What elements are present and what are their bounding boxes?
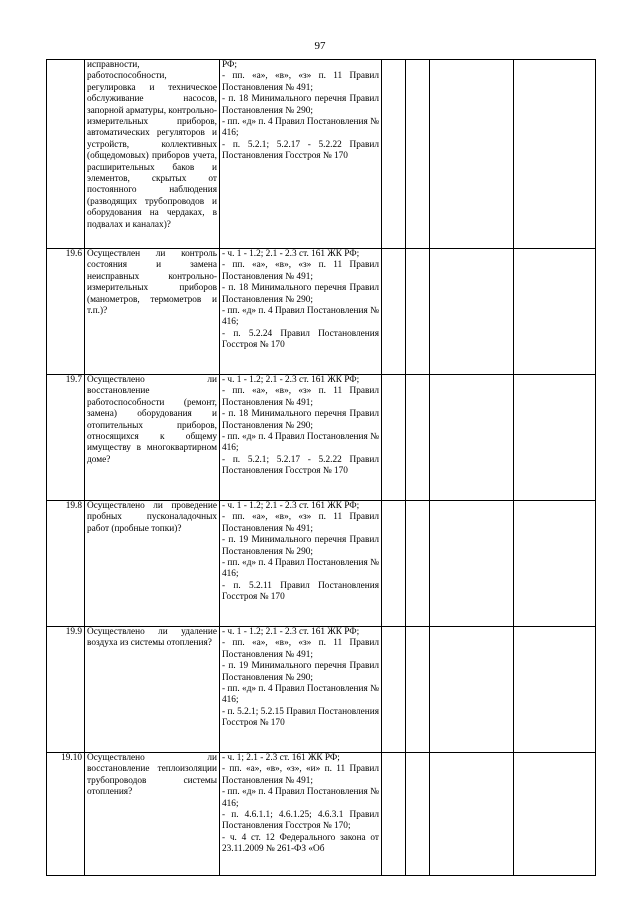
reference-line: - п. 5.2.1; 5.2.17 - 5.2.22 Правил Постановления Госстроя № 170 xyxy=(222,454,379,477)
reference-line: - пп. «д» п. 4 Правил Постановления № 416; xyxy=(222,558,379,580)
reference-line: - п. 19 Минимального перечня Правил Постановления № 290; xyxy=(222,661,379,683)
legal-references xyxy=(220,60,382,249)
not-applicable-cell xyxy=(430,627,514,753)
reference-line: - пп. «д» п. 4 Правил Постановления № 416; xyxy=(222,684,379,706)
reference-line: - п. 19 Минимального перечня Правил Постановления № 290; xyxy=(222,535,379,557)
question-text: Осуществлено ли проведение пробных пусконаладочных работ (пробные топки)? xyxy=(85,501,220,627)
notes-cell xyxy=(514,627,596,753)
table-row xyxy=(47,753,596,876)
reference-line: - ч. 1; 2.1 - 2.3 ст. 161 ЖК РФ; xyxy=(222,753,340,763)
answer-no-cell xyxy=(406,249,430,375)
question-text: Осуществлено ли восстановление работоспособности (ремонт, замена) оборудования и отопительных приборов, относящихся к общему имуществу в многоквартирном доме? xyxy=(85,375,220,501)
answer-no-cell xyxy=(406,753,430,876)
item-number xyxy=(47,60,85,249)
notes-cell xyxy=(514,249,596,375)
reference-line: - п. 5.2.1; 5.2.15 Правил Постановления Госстроя № 170 xyxy=(222,706,379,729)
answer-yes-cell xyxy=(382,375,406,501)
answer-yes-cell xyxy=(382,753,406,876)
reference-line: - п. 5.2.11 Правил Постановления Госстроя № 170 xyxy=(222,580,379,603)
answer-yes-cell xyxy=(382,60,406,249)
reference-line: - п. 18 Минимального перечня Правил Постановления № 290; xyxy=(222,283,379,305)
not-applicable-cell xyxy=(430,249,514,375)
reference-line: - пп. «а», «в», «з» п. 11 Правил Постановления № 491; xyxy=(222,71,379,93)
answer-yes-cell xyxy=(382,249,406,375)
question-text: исправности, работоспособности, регулировка и техническое обслуживание насосов, запорной арматуры, контрольно-измерительных приборов, автоматических регуляторов и устройств, коллективных (общедомовых) приборов учета, расширительных баков и элементов, скрытых от постоянного наблюдения (разводящих трубопроводов и оборудования на чердаках, в подвалах и каналах)? xyxy=(85,60,220,249)
reference-line: - ч. 1 - 1.2; 2.1 - 2.3 ст. 161 ЖК РФ; xyxy=(222,249,360,259)
legal-references xyxy=(220,501,382,627)
table-row xyxy=(47,501,596,627)
reference-line: - ч. 1 - 1.2; 2.1 - 2.3 ст. 161 ЖК РФ; xyxy=(222,627,360,637)
table-row xyxy=(47,249,596,375)
not-applicable-cell xyxy=(430,501,514,627)
reference-line: - пп. «д» п. 4 Правил Постановления № 416; xyxy=(222,432,379,454)
reference-line: - ч. 4 ст. 12 Федерального закона от 23.11.2009 № 261-ФЗ «Об xyxy=(222,832,379,855)
reference-line: - пп. «д» п. 4 Правил Постановления № 416; xyxy=(222,117,379,139)
question-text: Осуществлен ли контроль состояния и замена неисправных контрольно-измерительных приборов (манометров, термометров и т.п.)? xyxy=(85,249,220,375)
table-row xyxy=(47,60,596,249)
answer-yes-cell xyxy=(382,501,406,627)
reference-line: - пп. «а», «в», «з» п. 11 Правил Постановления № 491; xyxy=(222,260,379,282)
reference-line: - пп. «а», «в», «з», «и» п. 11 Правил Постановления № 491; xyxy=(222,764,379,786)
answer-no-cell xyxy=(406,375,430,501)
reference-line: - пп. «д» п. 4 Правил Постановления № 416; xyxy=(222,306,379,328)
table-body xyxy=(47,60,596,876)
reference-line: - пп. «а», «в», «з» п. 11 Правил Постановления № 491; xyxy=(222,386,379,408)
item-number: 19.6 xyxy=(47,249,85,375)
answer-no-cell xyxy=(406,627,430,753)
reference-line: - п. 18 Минимального перечня Правил Постановления № 290; xyxy=(222,409,379,431)
notes-cell xyxy=(514,501,596,627)
question-text: Осуществлено ли восстановление теплоизоляции трубопроводов системы отопления? xyxy=(85,753,220,876)
reference-line: - п. 5.2.1; 5.2.17 - 5.2.22 Правил Постановления Госстроя № 170 xyxy=(222,139,379,162)
answer-yes-cell xyxy=(382,627,406,753)
reference-line: - п. 18 Минимального перечня Правил Постановления № 290; xyxy=(222,94,379,116)
item-number: 19.10 xyxy=(47,753,85,876)
reference-line: - ч. 1 - 1.2; 2.1 - 2.3 ст. 161 ЖК РФ; xyxy=(222,501,360,511)
legal-references xyxy=(220,753,382,876)
reference-line: - п. 4.6.1.1; 4.6.1.25; 4.6.3.1 Правил Постановления Госстроя № 170; xyxy=(222,810,379,832)
legal-references xyxy=(220,249,382,375)
notes-cell xyxy=(514,753,596,876)
reference-line: - пп. «д» п. 4 Правил Постановления № 416; xyxy=(222,787,379,809)
question-text: Осуществлено ли удаление воздуха из системы отопления? xyxy=(85,627,220,753)
checklist-table xyxy=(46,59,596,876)
not-applicable-cell xyxy=(430,60,514,249)
reference-line: - пп. «а», «в», «з» п. 11 Правил Постановления № 491; xyxy=(222,638,379,660)
notes-cell xyxy=(514,60,596,249)
answer-no-cell xyxy=(406,60,430,249)
notes-cell xyxy=(514,375,596,501)
reference-line: - пп. «а», «в», «з» п. 11 Правил Постановления № 491; xyxy=(222,512,379,534)
table-row xyxy=(47,375,596,501)
not-applicable-cell xyxy=(430,375,514,501)
reference-line: РФ; xyxy=(222,60,237,70)
legal-references xyxy=(220,375,382,501)
table-row xyxy=(47,627,596,753)
reference-line: - п. 5.2.24 Правил Постановления Госстроя № 170 xyxy=(222,328,379,351)
item-number: 19.8 xyxy=(47,501,85,627)
page-number: 97 xyxy=(314,40,326,52)
legal-references xyxy=(220,627,382,753)
answer-no-cell xyxy=(406,501,430,627)
item-number: 19.9 xyxy=(47,627,85,753)
not-applicable-cell xyxy=(430,753,514,876)
reference-line: - ч. 1 - 1.2; 2.1 - 2.3 ст. 161 ЖК РФ; xyxy=(222,375,360,385)
item-number: 19.7 xyxy=(47,375,85,501)
